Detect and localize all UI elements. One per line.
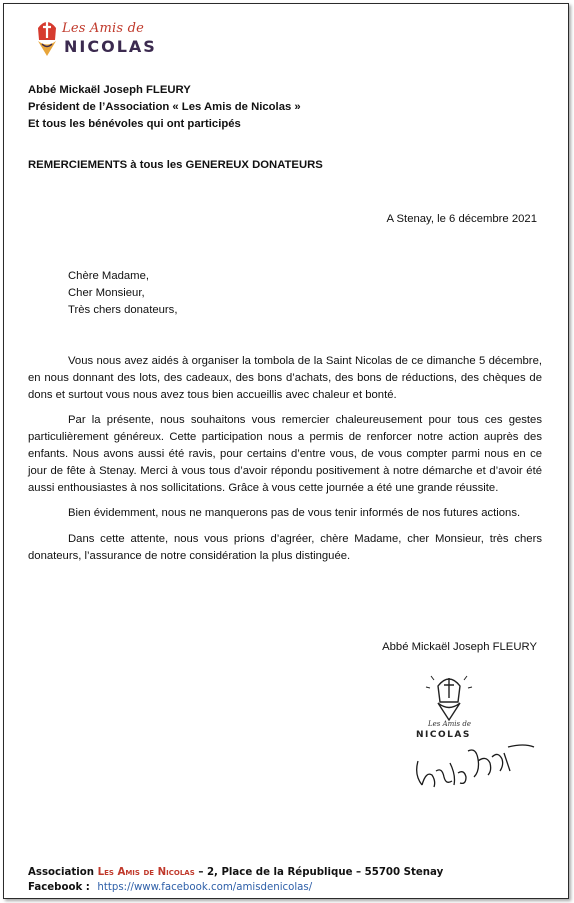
letter-subject: REMERCIEMENTS à tous les GENEREUX DONATEURS <box>28 159 323 171</box>
logo-brand-text: NICOLAS <box>64 37 157 56</box>
stamp-brand-text: NICOLAS <box>416 730 471 740</box>
footer-assoc-prefix: Association <box>28 867 95 878</box>
signer-name: Abbé Mickaël Joseph FLEURY <box>382 641 537 653</box>
association-logo <box>35 18 195 62</box>
salutation-donateurs: Très chers donateurs, <box>68 304 178 316</box>
association-stamp <box>414 672 484 748</box>
page-footer <box>28 865 443 895</box>
paragraph-gratitude: Par la présente, nous souhaitons vous remercier chaleureusement pour tous ces gestes particulièrement généreux. Cette participation nous a permis de renforcer notre action auprès des enfants. Nous avons aussi été ravis, pour certains d’entre vous, de vous compter parmi nous en ce jour de fête à Stenay. Merci à vous tous d’avoir répondu positivement à notre démarche et d’avoir été aussi enthousiastes à nos sollicitations. Grâce à vous cette journée a été une grande réussite. <box>28 414 542 494</box>
handwritten-signature <box>406 741 536 799</box>
paragraph-future: Bien évidemment, nous ne manquerons pas de vous tenir informés de nos futures actions. <box>68 507 521 520</box>
sender-volunteers: Et tous les bénévoles qui ont participés <box>28 118 241 130</box>
mitre-logo-icon <box>35 18 59 58</box>
date-line: A Stenay, le 6 décembre 2021 <box>386 213 537 225</box>
letter-page <box>3 3 569 899</box>
footer-facebook-label: Facebook : <box>28 882 90 893</box>
footer-association-line <box>28 865 443 880</box>
paragraph-thanks: Vous nous avez aidés à organiser la tombola de la Saint Nicolas de ce dimanche 5 décembre, en nous donnant des lots, des cadeaux, des bons d’achats, des bons de réductions, des chèques de dons et surtout vous nous avez tous bien accueillis avec chaleur et bonté. <box>28 355 542 401</box>
sender-name: Abbé Mickaël Joseph FLEURY <box>28 84 191 96</box>
salutation-madame: Chère Madame, <box>68 270 149 282</box>
stamp-mitre-icon <box>414 672 484 722</box>
paragraph-closing: Dans cette attente, nous vous prions d’agréer, chère Madame, cher Monsieur, très chers donateurs, l’assurance de notre considération la plus distinguée. <box>28 533 542 562</box>
facebook-link[interactable]: https://www.facebook.com/amisdenicolas/ <box>97 882 313 893</box>
letter-body <box>28 353 542 574</box>
sender-block <box>28 82 301 133</box>
logo-script-text: Les Amis de <box>62 21 145 36</box>
salutation-block <box>68 268 177 319</box>
salutation-monsieur: Cher Monsieur, <box>68 287 145 299</box>
footer-facebook-line <box>28 880 443 895</box>
sender-title: Président de l’Association « Les Amis de Nicolas » <box>28 101 301 113</box>
footer-assoc-address: – 2, Place de la République – 55700 Stenay <box>198 867 444 878</box>
stamp-script-text: Les Amis de <box>428 720 471 728</box>
footer-assoc-name: Les Amis de Nicolas <box>97 867 195 878</box>
